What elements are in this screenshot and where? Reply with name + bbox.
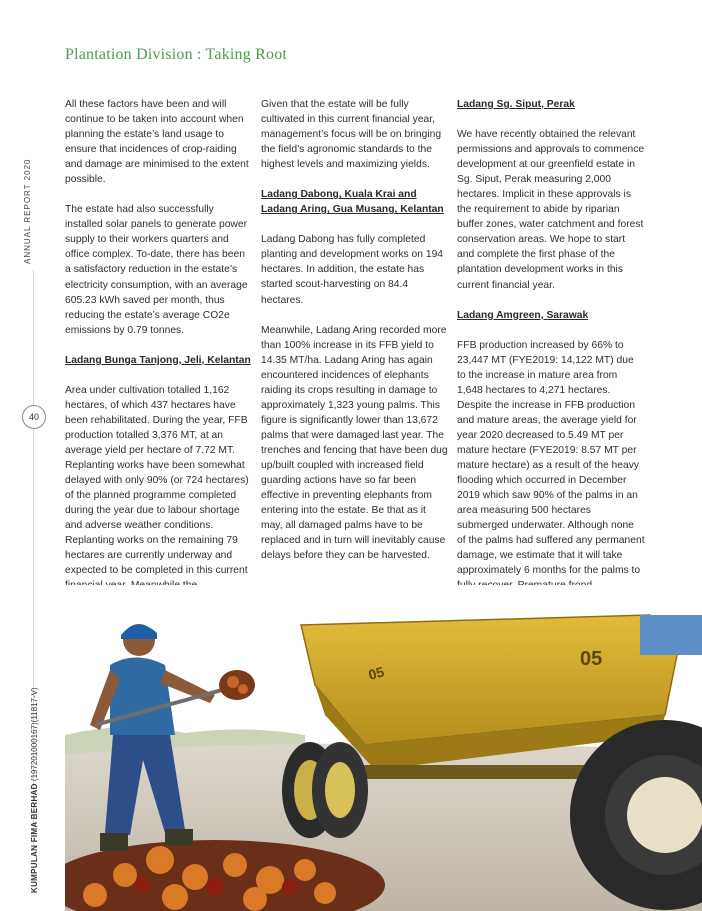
paragraph: Given that the estate will be fully cultivated in this current financial year, management’s focus will be on bringing the field’s agronomic standards to the highest levels and maximizing yields. — [261, 99, 442, 171]
paragraph: All these factors have been and will continue to be taken into account when planning the estate’s land usage to ensure that incidences of crop-raiding and damage are minimised to the extent possible. — [65, 99, 249, 186]
trailer-number-side: 05 — [366, 663, 386, 683]
page-number: 40 — [22, 405, 46, 429]
paragraph: FFB production increased by 66% to 23,447 MT (FYE2019: 14,122 MT) due to the increase in mature area from 1,648 hectares to 4,271 hectares. Despite the increase in FFB production and mature areas, the average yield for year 2020 decreased to 5.49 MT per mature hectare (FYE2019: 8.57 MT per mature hectare) as a result of the heavy flooding which occurred in December 2019 which saw 90% of the palms in an area measuring 500 hectares submerged underwater. Although none of the palms had suffered any permanent damage, we estimate that it will take approximately 6 months for the palms to — [457, 339, 645, 577]
paragraph: Area under cultivation totalled 1,162 hectares, of which 437 hectares have been rehabilitated. During the year, FFB production totalled 3,376 MT, at an average yield per hectare of 7.72 MT. Replanting works have been somewhat delayed with only 90% (or 724 hectares) of the planned programme completed during the year due to labour shortage and adverse weather conditions. Replanting works on the remaining 79 hectares are currently underway and expected to be completed in this current — [65, 384, 249, 577]
page-title: Plantation Division : Taking Root — [65, 46, 288, 63]
annual-report-label: ANNUAL REPORT 2020 — [23, 158, 32, 264]
subheading-amgreen: Ladang Amgreen, Sarawak — [457, 309, 589, 321]
paragraph: The estate had also successfully installed solar panels to generate power supply to their workers quarters and office complex. To-date, there has been a satisfactory reduction in the estate’s electricity consumption, with an average 605.23 kWh saved per month, thus reducing the estate’s average CO2e emissions by 0.79 tonnes. — [65, 204, 248, 336]
subheading-sg-siput: Ladang Sg. Siput, Perak — [457, 99, 575, 110]
text-column-3 — [457, 97, 645, 654]
subheading-dabong-aring: Ladang Dabong, Kuala Krai and Ladang Aring, Gua Musang, Kelantan — [261, 189, 444, 216]
text-column-1 — [65, 97, 253, 654]
paragraph: Ladang Dabong has fully completed planting and development works on 194 hectares. In addition, the estate has started scout-harvesting on 84.4 hectares. — [261, 234, 444, 306]
paragraph: Meanwhile, Ladang Aring recorded more than 100% increase in its FFB yield to 14.35 MT/ha. Ladang Aring has again encountered incidences of elephants raiding its crops resulting in damage to approximately 1,323 young palms. This figure is significantly lower than 13,672 palms that were damaged last year. The trenches and fencing that have been dug up/built coupled with increased field guarding actions have so far been effective in preventing elephants from entering into the estate. Be that as it may, all damaged palms have to be replaced and in turn will inevitably cause delays before they can be harvested. — [261, 324, 448, 562]
text-column-2 — [261, 97, 449, 578]
company-footer — [30, 687, 39, 893]
plantation-worker-photo — [65, 585, 702, 911]
trailer-number: 05 — [580, 648, 603, 670]
company-name: KUMPULAN FIMA BERHAD — [30, 783, 39, 893]
paragraph: We have recently obtained the relevant permissions and approvals to commence development at our greenfield estate in Sg. Siput, Perak measuring 2,000 hectares. Implicit in these approvals is the requirement to abide by riparian buffer zones, water catchment and forest conservation areas. We hope to start and complete the first phase of the plantation development works in this current financial year. — [457, 129, 645, 291]
subheading-bunga-tanjong: Ladang Bunga Tanjong, Jeli, Kelantan — [65, 354, 251, 366]
company-registration: (197201000167)(11817-V) — [30, 687, 39, 782]
